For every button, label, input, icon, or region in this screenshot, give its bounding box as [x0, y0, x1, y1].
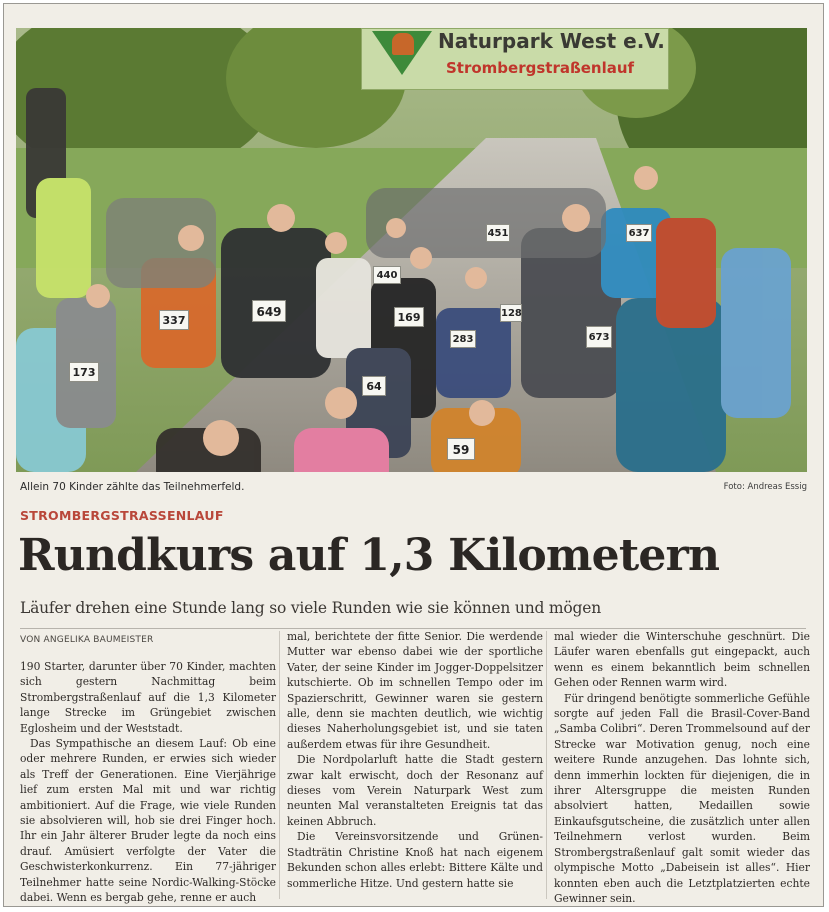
bib-number: 440: [373, 266, 401, 284]
banner-title: Naturpark West e.V.: [438, 29, 665, 53]
bib-number: 673: [586, 326, 612, 348]
headline: Rundkurs auf 1,3 Kilometern: [18, 530, 720, 581]
article-column-2: [287, 629, 543, 891]
bib-number: 649: [252, 300, 286, 322]
newspaper-clipping: [3, 3, 824, 907]
paragraph: Für dringend benötigte sommerliche Gefühle sorgte auf jeden Fall die Brasil-Cover-Band „Samba Colibri“. Deren Trommelsound auf der Strecke war Motivation genug, noch eine weitere Runde anzugehen. Das lohnte sich, denn immerhin lockten für diejenigen, die in ihrer Altersgruppe die meisten Runden absolviert hatten, Medaillen sowie Einkaufsgutscheine, die zusätzlich unter allen Teilnehmern verlost wurden. Beim Strombergstraßenlauf galt somit wieder das olympische Motto „Dabeisein ist alles“. Hier konnten eben auch die Letztplatzierten echte Gewinner sein.: [554, 691, 810, 905]
race-photo: [16, 28, 807, 472]
bib-number: 637: [626, 224, 652, 242]
paragraph: Die Nordpolarluft hatte die Stadt gestern zwar kalt erwischt, doch der Resonanz auf dieses vom Verein Naturpark West zum neunten Mal veranstalteten Ereignis tat das keinen Abbruch.: [287, 753, 543, 828]
article-column-3: [554, 629, 810, 906]
photo-scene: [16, 28, 807, 472]
bib-number: 337: [159, 310, 189, 330]
photo-credit: Foto: Andreas Essig: [723, 482, 807, 492]
banner-subtitle: Strombergstraßenlauf: [446, 59, 635, 77]
column-divider: [546, 631, 547, 899]
paragraph: 190 Starter, darunter über 70 Kinder, machten sich gestern Nachmittag beim Strombergstraßenlauf auf die 1,3 Kilometer lange Strecke im Grüngebiet zwischen Eglosheim und der Weststadt.: [20, 660, 276, 735]
bib-number: 451: [486, 224, 510, 242]
bib-number: 173: [69, 362, 99, 382]
bib-number: 128: [500, 304, 522, 322]
paragraph: mal, berichtete der fitte Senior. Die werdende Mutter war ebenso dabei wie der sportliche Vater, der seine Kinder im Jogger-Doppelsitzer kutschierte. Ob im schnellen Tempo oder im Spazierschritt, Gewinner waren sie gestern alle, denn sie machten deutlich, wie wichtig dieses Naherholungsgebiet ist, und sie taten außerdem etwas für ihre Gesundheit.: [287, 630, 543, 751]
tree-trunk-icon: [392, 33, 414, 55]
bib-number: 283: [450, 330, 476, 348]
paragraph: Die Vereinsvorsitzende und Grünen-Stadträtin Christine Knoß hat nach eigenem Bekunden schon alles erlebt: Bittere Kälte und sommerliche Hitze. Und gestern hatte sie: [287, 830, 543, 890]
photo-caption: Allein 70 Kinder zählte das Teilnehmerfeld.: [20, 481, 245, 493]
subheadline: Läufer drehen eine Stunde lang so viele Runden wie sie können und mögen: [20, 599, 602, 617]
event-banner: [361, 28, 669, 90]
bib-number: 64: [362, 376, 386, 396]
paragraph: Das Sympathische an diesem Lauf: Ob eine oder mehrere Runden, er erwies sich wieder als Treff der Generationen. Eine Vierjährige lief zum ersten Mal mit und war richtig ambitioniert. Auf die Frage, wie viele Runden sie absolvieren will, hob sie drei Finger hoch. Ihr ein Jahr älterer Bruder legte da noch eins drauf. Amüsiert verfolgte der Vater die Geschwisterkonkurrenz. Ein 77-jähriger Teilnehmer hatte seine Nordic-Walking-Stöcke dabei. Wenn es bergab gehe, renne er auch: [20, 737, 276, 905]
article-column-1: [20, 659, 276, 906]
column-divider: [279, 631, 280, 899]
paragraph: mal wieder die Winterschuhe geschnürt. Die Läufer waren ebenfalls gut eingepackt, auch wenn es einem bekanntlich beim schnellen Gehen oder Rennen warm wird.: [554, 630, 810, 690]
bib-number: 169: [394, 307, 424, 327]
section-kicker: STROMBERGSTRASSENLAUF: [20, 508, 224, 523]
bib-number: 59: [447, 438, 475, 460]
byline: VON ANGELIKA BAUMEISTER: [20, 635, 154, 645]
